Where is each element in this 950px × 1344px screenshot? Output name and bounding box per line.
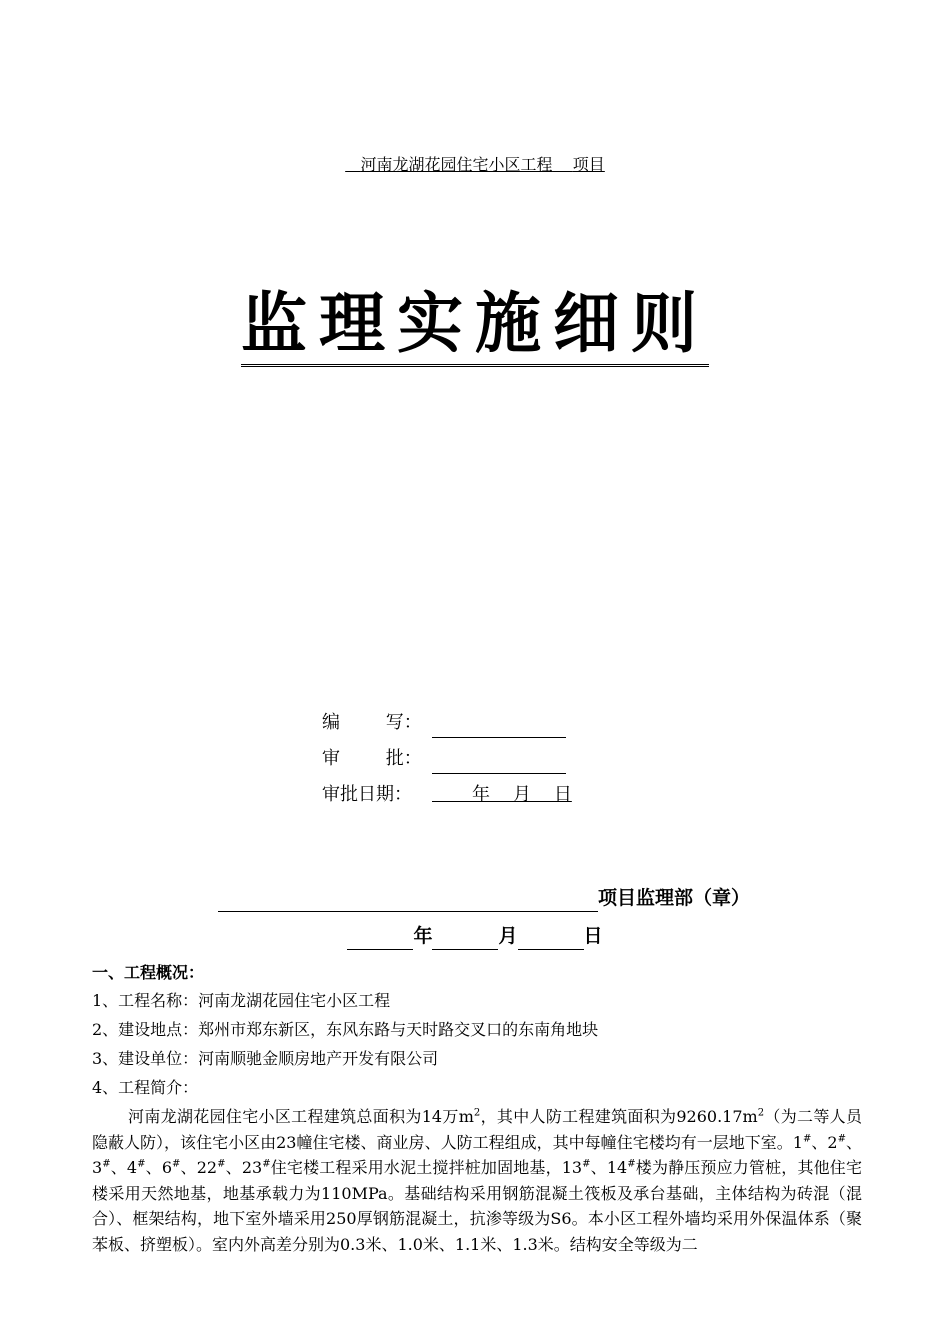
list-item: 2、建设地点：郑州市郑东新区，东风东路与天时路交叉口的东南角地块 bbox=[92, 1020, 599, 1039]
project-suffix: 项目 bbox=[572, 155, 605, 174]
project-overview-section bbox=[92, 960, 862, 1257]
writer-label: 编 写： bbox=[322, 712, 422, 733]
year-blank bbox=[347, 927, 413, 950]
list-item: 4、工程简介： bbox=[92, 1078, 199, 1097]
day-blank bbox=[518, 927, 584, 950]
list-item: 3、建设单位：河南顺驰金顺房地产开发有限公司 bbox=[92, 1049, 439, 1068]
signature-block bbox=[322, 702, 572, 810]
writer-blank bbox=[432, 715, 566, 738]
month-label: 月 bbox=[498, 925, 518, 947]
month-blank bbox=[432, 927, 498, 950]
department-label: 项目监理部（章） bbox=[598, 887, 751, 909]
department-blank bbox=[218, 889, 598, 912]
writer-row bbox=[322, 702, 572, 738]
list-item: 1、工程名称：河南龙湖花园住宅小区工程 bbox=[92, 991, 391, 1010]
approval-date-label: 审批日期： bbox=[322, 784, 412, 805]
department-date bbox=[0, 922, 950, 950]
year-label: 年 bbox=[413, 925, 433, 947]
approval-date-row bbox=[322, 774, 572, 810]
approver-row bbox=[322, 738, 572, 774]
approver-label: 审 批： bbox=[322, 748, 422, 769]
department-line bbox=[218, 884, 750, 912]
project-name-line bbox=[0, 154, 950, 176]
section-heading: 一、工程概况： bbox=[92, 963, 205, 982]
project-intro-paragraph: 河南龙湖花园住宅小区工程建筑总面积为14万$m^2$，其中人防工程建筑面积为$9260.17m^2$（为二等人员隐蔽人防），该住宅小区由23幢住宅楼、商业房、人防工程组成，其中每幢住宅楼均有一层地下室。1#、2#、3#、4#、6#、22#、23#住宅楼工程采用水泥土搅拌桩加固地基，13#、14#楼为静压预应力管桩，其他住宅楼采用天然地基，地基承载力为110MPa。基础结构采用钢筋混凝土筏板及承台基础，主体结构为砖混（混合）、框架结构，地下室外墙采用250厚钢筋混凝土，抗渗等级为S6。本小区工程外墙均采用外保温体系（聚苯板、挤塑板）。室内外高差分别为0.3米、1.0米、1.1米、1.3米。结构安全等级为二 bbox=[92, 1107, 862, 1254]
project-name: 河南龙湖花园住宅小区工程 bbox=[360, 155, 553, 174]
document-title: 监理实施细则 bbox=[0, 284, 950, 364]
approver-blank bbox=[432, 751, 566, 774]
day-label: 日 bbox=[583, 925, 603, 947]
approval-date-value: 年 月 日 bbox=[432, 784, 572, 805]
